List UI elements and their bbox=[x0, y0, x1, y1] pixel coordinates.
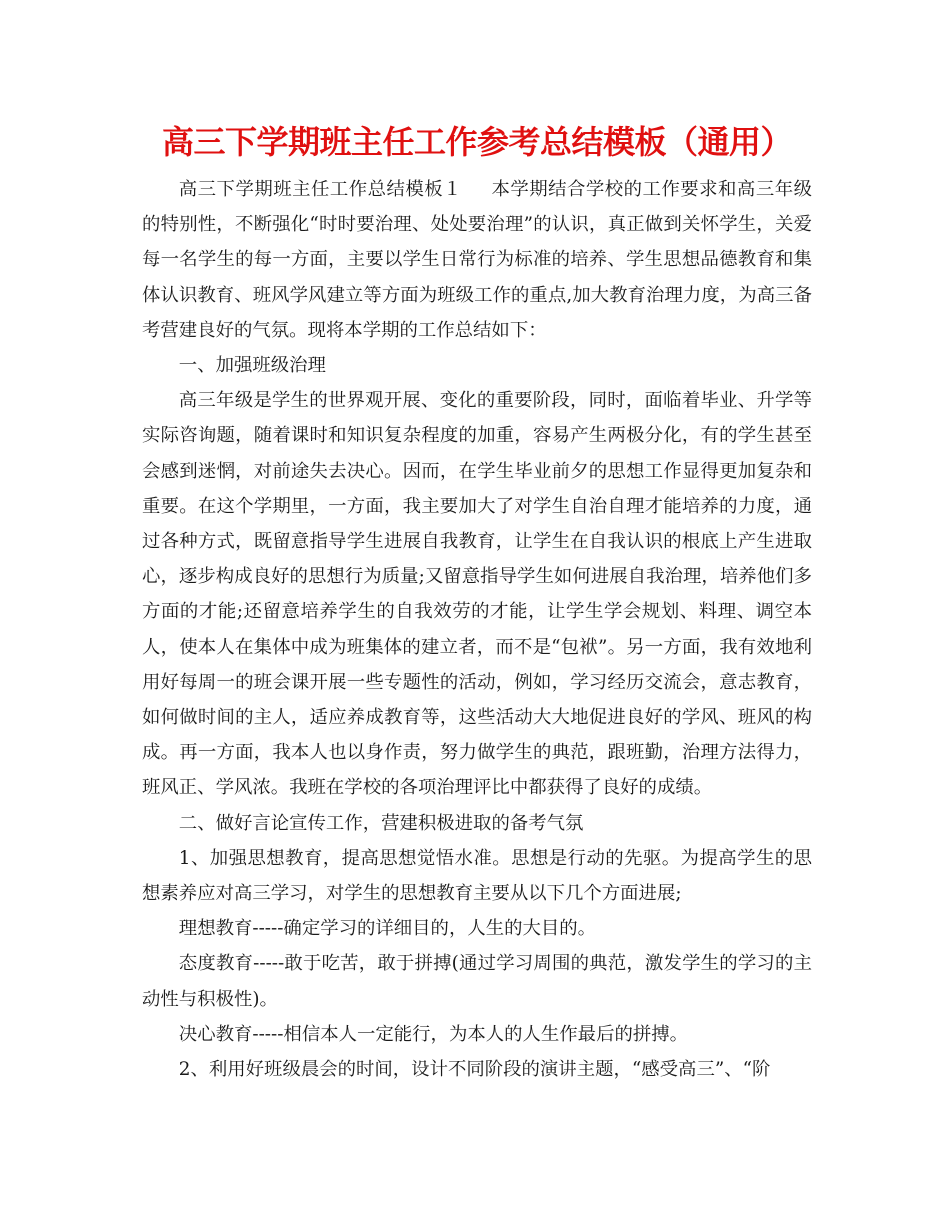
section2-paragraph-2: 理想教育-----确定学习的详细目的，人生的大目的。 bbox=[178, 918, 597, 940]
intro-paragraph bbox=[142, 172, 812, 348]
section1-heading: 一、加强班级治理 bbox=[178, 355, 326, 377]
section2-paragraph-5: 2、利用好班级晨会的时间，设计不同阶段的演讲主题，“感受高三”、“阶 bbox=[178, 1059, 771, 1081]
section2-paragraph-4: 决心教育-----相信本人一定能行，为本人的人生作最后的拼搏。 bbox=[178, 1023, 689, 1045]
intro-text: 本学期结合学校的工作要求和高三年级的特别性，不断强化“时时要治理、处处要治理”的认识，真正做到关怀学生，关爱每一名学生的每一方面，主要以学生日常行为标准的培养、学生思想品德教育和集体认识教育、班风学风建立等方面为班级工作的重点,加大教育治理力度，为高三备考营建良好的气氛。现将本学期的工作总结如下： bbox=[142, 179, 812, 341]
section2-paragraph-3: 态度教育-----敢于吃苦，敢于拼搏(通过学习周围的典范，激发学生的学习的主动性与积极性)。 bbox=[142, 953, 812, 1010]
intro-label: 高三下学期班主任工作总结模板１ bbox=[178, 179, 463, 200]
section1-body: 高三年级是学生的世界观开展、变化的重要阶段，同时，面临着毕业、升学等实际咨询题，随着课时和知识复杂程度的加重，容易产生两极分化，有的学生甚至会感到迷惘，对前途失去决心。因而，在学生毕业前夕的思想工作显得更加复杂和重要。在这个学期里，一方面，我主要加大了对学生自治自理才能培养的力度，通过各种方式，既留意指导学生进展自我教育，让学生在自我认识的根底上产生进取心，逐步构成良好的思想行为质量;又留意指导学生如何进展自我治理，培养他们多方面的才能;还留意培养学生的自我效劳的才能，让学生学会规划、料理、调空本人，使本人在集体中成为班集体的建立者，而不是“包袱”。另一方面，我有效地利用好每周一的班会课开展一些专题性的活动，例如，学习经历交流会，意志教育，如何做时间的主人，适应养成教育等，这些活动大大地促进良好的学风、班风的构成。再一方面，我本人也以身作责，努力做学生的典范，跟班勤，治理方法得力，班风正、学风浓。我班在学校的各项治理评比中都获得了良好的成绩。 bbox=[142, 390, 812, 799]
document-page bbox=[142, 118, 812, 1087]
document-title: 高三下学期班主任工作参考总结模板（通用） bbox=[161, 123, 792, 161]
section2-paragraph-1: 1、加强思想教育，提高思想觉悟水准。思想是行动的先驱。为提高学生的思想素养应对高三学习，对学生的思想教育主要从以下几个方面进展; bbox=[142, 847, 812, 905]
section2-heading: 二、做好言论宣传工作，营建积极进取的备考气氛 bbox=[178, 812, 584, 834]
